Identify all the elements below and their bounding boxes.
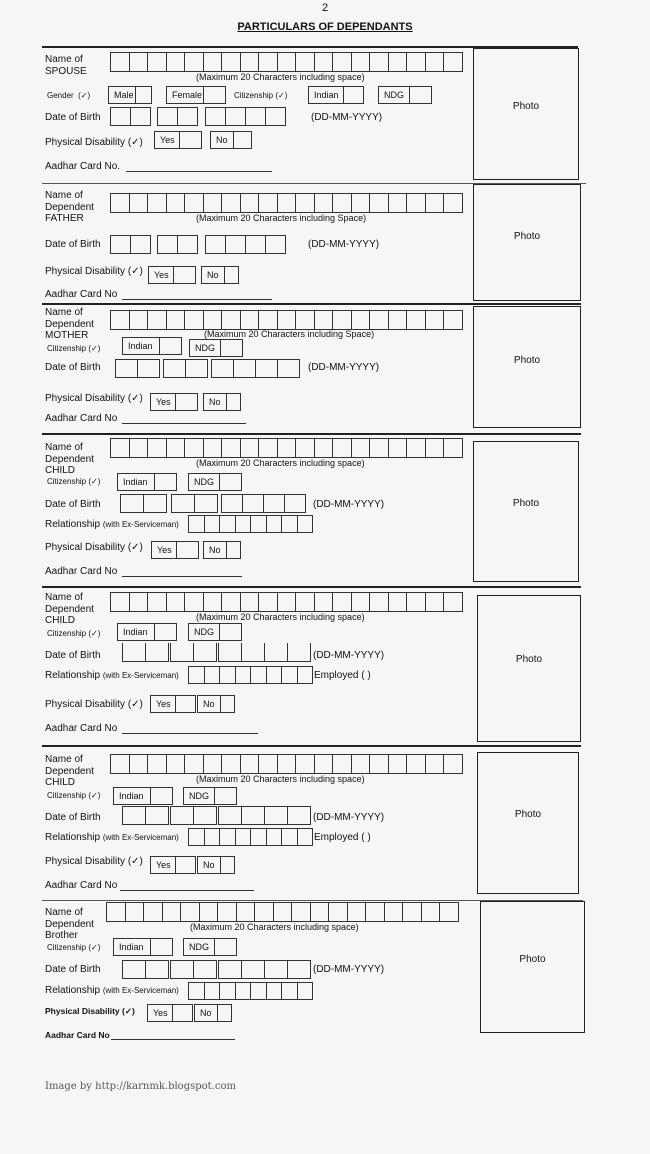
dob-month-field[interactable] xyxy=(171,494,218,513)
photo-box[interactable]: Photo xyxy=(473,48,579,180)
disability-no-option[interactable]: No xyxy=(203,393,241,411)
child-name-label: Name of Dependent CHILD xyxy=(45,592,94,626)
disability-label: Physical Disability (✓) xyxy=(45,699,143,710)
dob-label: Date of Birth xyxy=(45,112,101,123)
dob-day-field[interactable] xyxy=(122,643,169,662)
date-format-hint: (DD-MM-YYYY) xyxy=(313,812,385,823)
date-format-hint: (DD-MM-YYYY) xyxy=(313,650,385,661)
dob-day-field[interactable] xyxy=(115,359,160,378)
disability-label: Physical Disability (✓) xyxy=(45,137,143,148)
name-hint: (Maximum 20 Characters including Space) xyxy=(196,213,367,223)
aadhar-input[interactable] xyxy=(122,576,242,577)
employed-label: Employed ( ) xyxy=(314,832,371,843)
photo-box[interactable]: Photo xyxy=(480,901,585,1033)
aadhar-label: Aadhar Card No xyxy=(45,289,118,300)
aadhar-input[interactable] xyxy=(122,299,272,300)
photo-box[interactable]: Photo xyxy=(477,752,579,894)
name-hint: (Maximum 20 Characters including space) xyxy=(196,774,365,784)
dob-day-field[interactable] xyxy=(110,235,151,254)
dob-label: Date of Birth xyxy=(45,362,101,373)
citizenship-indian-option[interactable]: Indian xyxy=(113,787,173,805)
dob-month-field[interactable] xyxy=(170,960,217,979)
relationship-label: Relationship (with Ex-Serviceman) xyxy=(45,670,179,681)
citizenship-label: Citizenship (✓) xyxy=(47,629,101,638)
disability-label: Physical Disability (✓) xyxy=(45,266,143,277)
spouse-name-label: Name of SPOUSE xyxy=(45,54,87,77)
dob-label: Date of Birth xyxy=(45,239,101,250)
citizenship-ndg-option[interactable]: NDG xyxy=(183,938,237,956)
aadhar-input[interactable] xyxy=(122,423,246,424)
dob-year-field[interactable] xyxy=(218,643,311,662)
disability-yes-option[interactable]: Yes xyxy=(150,856,196,874)
date-format-hint: (DD-MM-YYYY) xyxy=(311,112,383,123)
disability-yes-option[interactable]: Yes xyxy=(151,541,199,559)
citizenship-label: Citizenship (✓) xyxy=(47,477,101,486)
aadhar-label: Aadhar Card No xyxy=(45,1030,110,1040)
disability-yes-option[interactable]: Yes xyxy=(147,1004,193,1022)
relationship-field[interactable] xyxy=(188,666,313,684)
citizenship-ndg-option[interactable]: NDG xyxy=(378,86,432,104)
citizenship-indian-option[interactable]: Indian xyxy=(122,337,182,355)
citizenship-label: Citizenship (✓) xyxy=(47,943,101,952)
citizenship-indian-option[interactable]: Indian xyxy=(113,938,173,956)
disability-yes-option[interactable]: Yes xyxy=(150,393,198,411)
disability-label: Physical Disability (✓) xyxy=(45,1006,135,1016)
relationship-field[interactable] xyxy=(188,828,313,846)
disability-no-option[interactable]: No xyxy=(197,856,235,874)
citizenship-label: Citizenship (✓) xyxy=(47,344,101,353)
aadhar-input[interactable] xyxy=(111,1039,235,1040)
aadhar-label: Aadhar Card No xyxy=(45,723,118,734)
name-hint: (Maximum 20 Characters including space) xyxy=(190,922,359,932)
disability-yes-option[interactable]: Yes xyxy=(154,131,202,149)
page-number: 2 xyxy=(321,2,329,14)
citizenship-ndg-option[interactable]: NDG xyxy=(183,787,237,805)
aadhar-input[interactable] xyxy=(126,171,272,172)
disability-yes-option[interactable]: Yes xyxy=(148,266,196,284)
page-title: PARTICULARS OF DEPENDANTS xyxy=(237,21,413,33)
date-format-hint: (DD-MM-YYYY) xyxy=(313,499,385,510)
disability-label: Physical Disability (✓) xyxy=(45,393,143,404)
citizenship-indian-option[interactable]: Indian xyxy=(117,473,177,491)
name-hint: (Maximum 20 Characters including space) xyxy=(196,612,365,622)
employed-label: Employed ( ) xyxy=(314,670,371,681)
child-name-field[interactable] xyxy=(110,754,463,774)
dob-year-field[interactable] xyxy=(218,806,311,825)
dob-label: Date of Birth xyxy=(45,964,101,975)
dob-day-field[interactable] xyxy=(110,107,151,126)
relationship-label: Relationship (with Ex-Serviceman) xyxy=(45,985,179,996)
relationship-label: Relationship (with Ex-Serviceman) xyxy=(45,832,179,843)
mother-name-field[interactable] xyxy=(110,310,463,330)
dob-label: Date of Birth xyxy=(45,499,101,510)
disability-label: Physical Disability (✓) xyxy=(45,542,143,553)
child-name-field[interactable] xyxy=(110,438,463,458)
name-hint: (Maximum 20 Characters including space) xyxy=(196,458,365,468)
aadhar-label: Aadhar Card No xyxy=(45,566,118,577)
section-divider xyxy=(42,586,581,588)
aadhar-label: Aadhar Card No xyxy=(45,880,118,891)
gender-male-option[interactable]: Male xyxy=(108,86,152,104)
section-divider xyxy=(42,433,581,435)
date-format-hint: (DD-MM-YYYY) xyxy=(313,964,385,975)
citizenship-indian-option[interactable]: Indian xyxy=(308,86,364,104)
citizenship-label: Citizenship (✓) xyxy=(234,91,288,100)
dob-year-field[interactable] xyxy=(205,235,286,254)
dob-year-field[interactable] xyxy=(211,359,300,378)
disability-no-option[interactable]: No xyxy=(203,541,241,559)
dob-year-field[interactable] xyxy=(218,960,311,979)
dob-month-field[interactable] xyxy=(170,806,217,825)
spouse-name-field[interactable] xyxy=(110,52,463,72)
relationship-field[interactable] xyxy=(188,515,313,533)
dob-label: Date of Birth xyxy=(45,650,101,661)
dob-day-field[interactable] xyxy=(122,960,169,979)
dob-label: Date of Birth xyxy=(45,812,101,823)
name-hint: (Maximum 20 Characters including space) xyxy=(196,72,365,82)
date-format-hint: (DD-MM-YYYY) xyxy=(308,362,380,373)
photo-box[interactable]: Photo xyxy=(473,441,579,582)
disability-yes-option[interactable]: Yes xyxy=(150,695,196,713)
relationship-field[interactable] xyxy=(188,982,313,1000)
father-name-field[interactable] xyxy=(110,193,463,213)
mother-name-label: Name of Dependent MOTHER xyxy=(45,307,94,341)
aadhar-input[interactable] xyxy=(120,890,254,891)
disability-label: Physical Disability (✓) xyxy=(45,856,143,867)
name-hint: (Maximum 20 Characters including Space) xyxy=(204,329,375,339)
dob-month-field[interactable] xyxy=(157,235,198,254)
disability-no-option[interactable]: No xyxy=(194,1004,232,1022)
disability-no-option[interactable]: No xyxy=(201,266,239,284)
dob-day-field[interactable] xyxy=(122,806,169,825)
child-name-label: Name of Dependent CHILD xyxy=(45,442,94,476)
relationship-label: Relationship (with Ex-Serviceman) xyxy=(45,519,179,530)
aadhar-label: Aadhar Card No xyxy=(45,413,118,424)
brother-name-label: Name of Dependent Brother xyxy=(45,907,94,941)
dob-year-field[interactable] xyxy=(205,107,286,126)
dob-month-field[interactable] xyxy=(170,643,217,662)
child-name-label: Name of Dependent CHILD xyxy=(45,754,94,788)
citizenship-ndg-option[interactable]: NDG xyxy=(189,339,243,357)
dob-month-field[interactable] xyxy=(163,359,208,378)
citizenship-label: Citizenship (✓) xyxy=(47,791,101,800)
citizenship-ndg-option[interactable]: NDG xyxy=(188,623,242,641)
disability-no-option[interactable]: No xyxy=(197,695,235,713)
gender-label: Gender (✓) xyxy=(47,91,91,100)
aadhar-label: Aadhar Card No. xyxy=(45,161,121,172)
aadhar-input[interactable] xyxy=(122,733,258,734)
photo-box[interactable]: Photo xyxy=(473,306,581,428)
date-format-hint: (DD-MM-YYYY) xyxy=(308,239,380,250)
child-name-field[interactable] xyxy=(110,592,463,612)
father-name-label: Name of Dependent FATHER xyxy=(45,190,94,224)
brother-name-field[interactable] xyxy=(106,902,459,922)
citizenship-ndg-option[interactable]: NDG xyxy=(188,473,242,491)
citizenship-indian-option[interactable]: Indian xyxy=(117,623,177,641)
disability-no-option[interactable]: No xyxy=(210,131,252,149)
section-divider xyxy=(42,745,581,747)
photo-box[interactable]: Photo xyxy=(473,184,581,301)
dob-month-field[interactable] xyxy=(157,107,198,126)
image-credit: Image by http://karnmk.blogspot.com xyxy=(45,1081,236,1092)
gender-female-option[interactable]: Female xyxy=(166,86,226,104)
photo-box[interactable]: Photo xyxy=(477,595,581,742)
dob-day-field[interactable] xyxy=(120,494,167,513)
dob-year-field[interactable] xyxy=(221,494,306,513)
section-divider xyxy=(42,303,581,305)
